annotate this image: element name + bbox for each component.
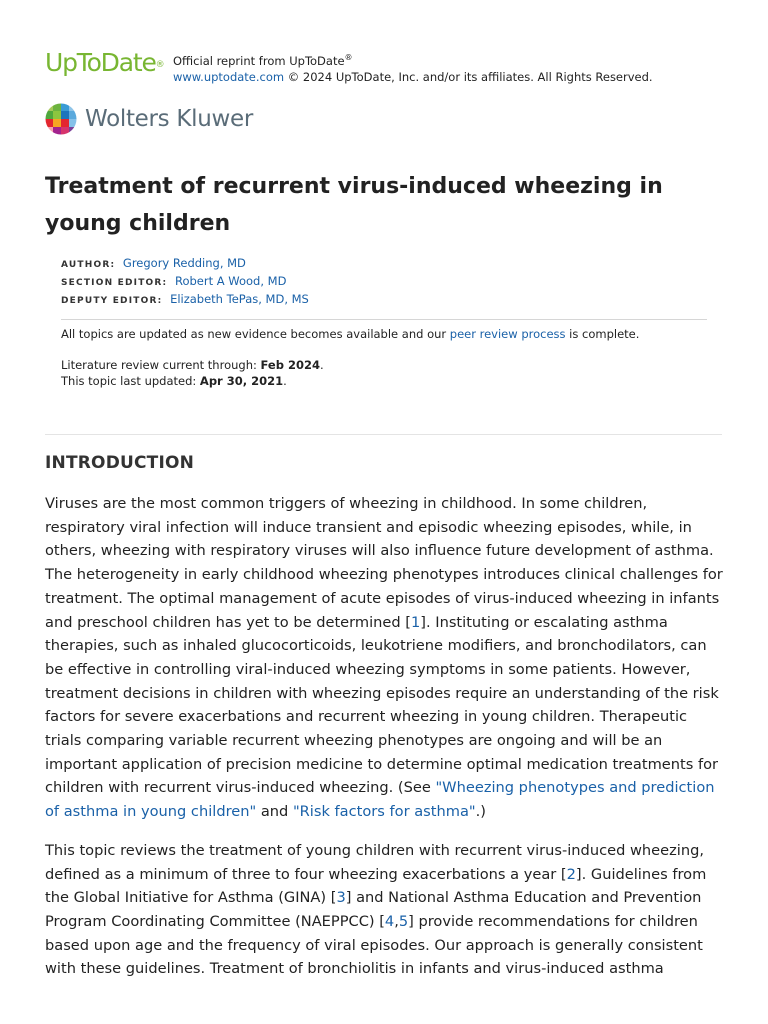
credit-author [61, 255, 309, 273]
section-divider [45, 434, 722, 435]
copyright-text: © 2024 UpToDate, Inc. and/or its affiliates. All Rights Reserved. [284, 69, 653, 84]
wolters-kluwer-mark-icon [45, 103, 77, 135]
divider [61, 319, 707, 320]
reference-link[interactable]: 4 [384, 912, 395, 930]
peer-review-link[interactable]: peer review process [449, 327, 566, 341]
credit-role: DEPUTY EDITOR: [61, 296, 163, 306]
reference-link[interactable]: 1 [411, 613, 421, 631]
reprint-reg: ® [344, 53, 353, 62]
reprint-label: Official reprint from UpToDate [173, 53, 345, 68]
credit-section-editor [61, 273, 309, 291]
wolters-kluwer-logo[interactable] [45, 103, 253, 135]
article-title: Treatment of recurrent virus-induced wheezing in young children [45, 174, 663, 236]
paragraph: Viruses are the most common triggers of wheezing in childhood. In some children, respiratory viral infection will induce transient and episodic wheezing episodes, while, in others, wheezing with respiratory viruses will also influence future development of asthma. The heterogeneity in early childhood wheezing phenotypes introduces clinical challenges for treatment. The optimal management of acute episodes of virus-induced wheezing in infants and preschool children has yet to be determined [1]. Instituting or escalating asthma therapies, such as inhaled glucocorticoids, leukotriene modifiers, and bronchodilators, can be effective in controlling viral-induced wheezing symptoms in some patients. However, treatment decisions in children with wheezing episodes require an understanding of the risk factors for severe exacerbations and recurrent wheezing in young children. Therapeutic trials comparing variable recurrent wheezing phenotypes are ongoing and will be an important application of precision medicine to determine optimal medication treatments for children with recurrent virus-induced wheezing. (See "Wheezing phenotypes and prediction of asthma in young children" and "Risk factors for asthma".) [45, 495, 723, 821]
last-updated-date: This topic last updated: Apr 30, 2021. [61, 374, 287, 388]
credit-role: AUTHOR: [61, 260, 116, 270]
reprint-notice [173, 50, 653, 85]
topic-meta [61, 326, 707, 389]
credit-role: SECTION EDITOR: [61, 278, 168, 288]
uptodate-logo-text: UpToDate [45, 48, 156, 77]
reference-link[interactable]: 5 [398, 912, 409, 930]
paragraph: This topic reviews the treatment of young children with recurrent virus-induced wheezing, defined as a minimum of three to four wheezing exacerbations a year [2]. Guidelines from the Global Initiative for Asthma (GINA) [3] and National Asthma Education and Prevention Program Coordinating Committee (NAEPPCC) [4,5] provide recommendations for children based upon age and the frequency of viral episodes. Our approach is generally consistent with these guidelines. Treatment of bronchiolitis in infants and virus-induced asthma [45, 841, 707, 978]
article-credits [61, 255, 309, 309]
credit-deputy-editor [61, 291, 309, 309]
introduction-body [45, 492, 727, 996]
topic-link-wheezing-phenotypes[interactable]: "Wheezing phenotypes and prediction of asthma in young children" [45, 779, 715, 821]
uptodate-site-link[interactable]: www.uptodate.com [173, 69, 285, 84]
section-editor-link[interactable]: Robert A Wood, MD [174, 274, 287, 288]
reference-link[interactable]: 2 [566, 865, 576, 883]
uptodate-logo-reg: ® [155, 60, 165, 70]
uptodate-logo[interactable] [45, 48, 165, 78]
update-note: All topics are updated as new evidence becomes available and our peer review process is complete. [61, 327, 640, 341]
literature-review-date: Literature review current through: Feb 2024. [61, 358, 324, 372]
reference-link[interactable]: 3 [336, 889, 346, 907]
topic-link-risk-factors[interactable]: "Risk factors for asthma" [292, 803, 476, 821]
deputy-editor-link[interactable]: Elizabeth TePas, MD, MS [170, 292, 309, 306]
author-link[interactable]: Gregory Redding, MD [122, 256, 246, 270]
section-heading-introduction: INTRODUCTION [45, 453, 195, 473]
uptodate-header [45, 48, 653, 84]
wolters-kluwer-wordmark: Wolters Kluwer [85, 106, 254, 132]
